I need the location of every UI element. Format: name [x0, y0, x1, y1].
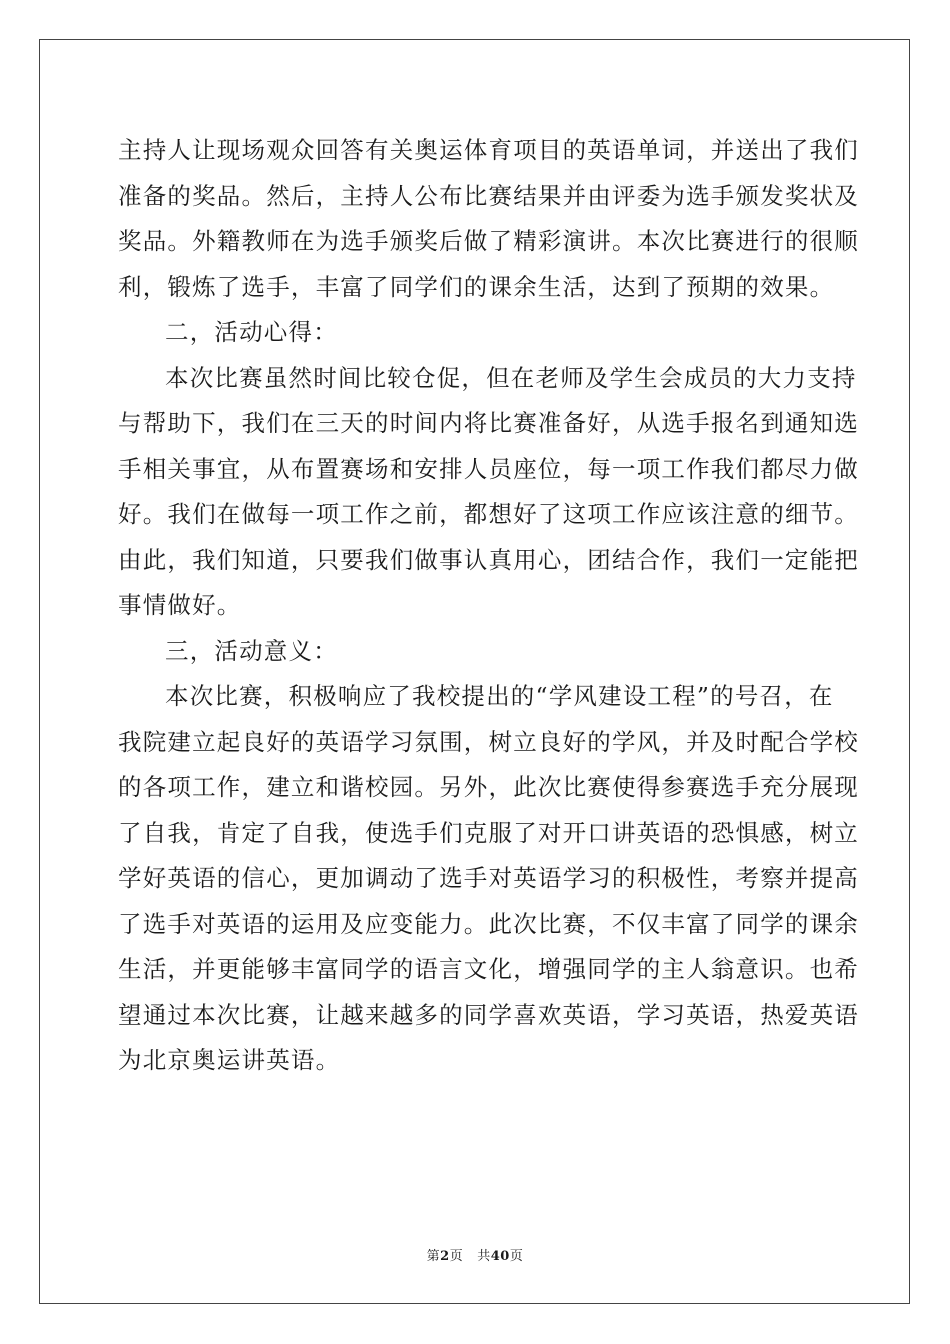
page-number: 2 [440, 1249, 450, 1264]
text-line: 利，锻炼了选手，丰富了同学们的课余生活，达到了预期的效果。 [118, 272, 835, 301]
total-prefix: 共 [477, 1249, 491, 1264]
text-line: 望通过本次比赛，让越来越多的同学喜欢英语，学习英语，热爱英语 [118, 1000, 859, 1029]
text-line: 准备的奖品。然后，主持人公布比赛结果并由评委为选手颁发奖状及 [118, 181, 859, 210]
page-footer [0, 1245, 950, 1264]
text-line: 好。我们在做每一项工作之前，都想好了这项工作应该注意的细节。 [118, 500, 859, 528]
text-line: 与帮助下，我们在三天的时间内将比赛准备好，从选手报名到通知选 [118, 409, 859, 437]
document-body [118, 128, 859, 1084]
total-suffix: 页 [509, 1249, 524, 1264]
page-suffix: 页 [449, 1249, 464, 1264]
text-line: 了自我，肯定了自我，使选手们克服了对开口讲英语的恐惧感，树立 [118, 818, 859, 847]
text-line: 手相关事宜，从布置赛场和安排人员座位，每一项工作我们都尽力做 [118, 454, 859, 483]
text-line: 事情做好。 [118, 591, 242, 619]
page-prefix: 第 [426, 1249, 441, 1264]
text-line: 生活，并更能够丰富同学的语言文化，增强同学的主人翁意识。也希 [118, 955, 859, 983]
section-heading: 二，活动心得： [165, 318, 338, 346]
text-line: 主持人让现场观众回答有关奥运体育项目的英语单词，并送出了我们 [118, 136, 859, 164]
text-line: 学好英语的信心，更加调动了选手对英语学习的积极性，考察并提高 [118, 864, 859, 892]
text-line: 由此，我们知道，只要我们做事认真用心，团结合作，我们一定能把 [118, 545, 859, 574]
text-line: 我院建立起良好的英语学习氛围，树立良好的学风，并及时配合学校 [118, 727, 859, 756]
total-pages: 40 [490, 1249, 510, 1264]
text-line: 的各项工作，建立和谐校园。另外，此次比赛使得参赛选手充分展现 [118, 773, 859, 801]
text-line: 本次比赛，积极响应了我校提出的“学风建设工程”的号召，在 [165, 682, 834, 710]
text-line: 为北京奥运讲英语。 [118, 1046, 341, 1074]
text-line: 本次比赛虽然时间比较仓促，但在老师及学生会成员的大力支持 [165, 363, 857, 392]
section-heading: 三，活动意义： [165, 636, 338, 665]
text-line: 奖品。外籍教师在为选手颁奖后做了精彩演讲。本次比赛进行的很顺 [118, 227, 859, 255]
text-line: 了选手对英语的运用及应变能力。此次比赛，不仅丰富了同学的课余 [118, 909, 859, 938]
